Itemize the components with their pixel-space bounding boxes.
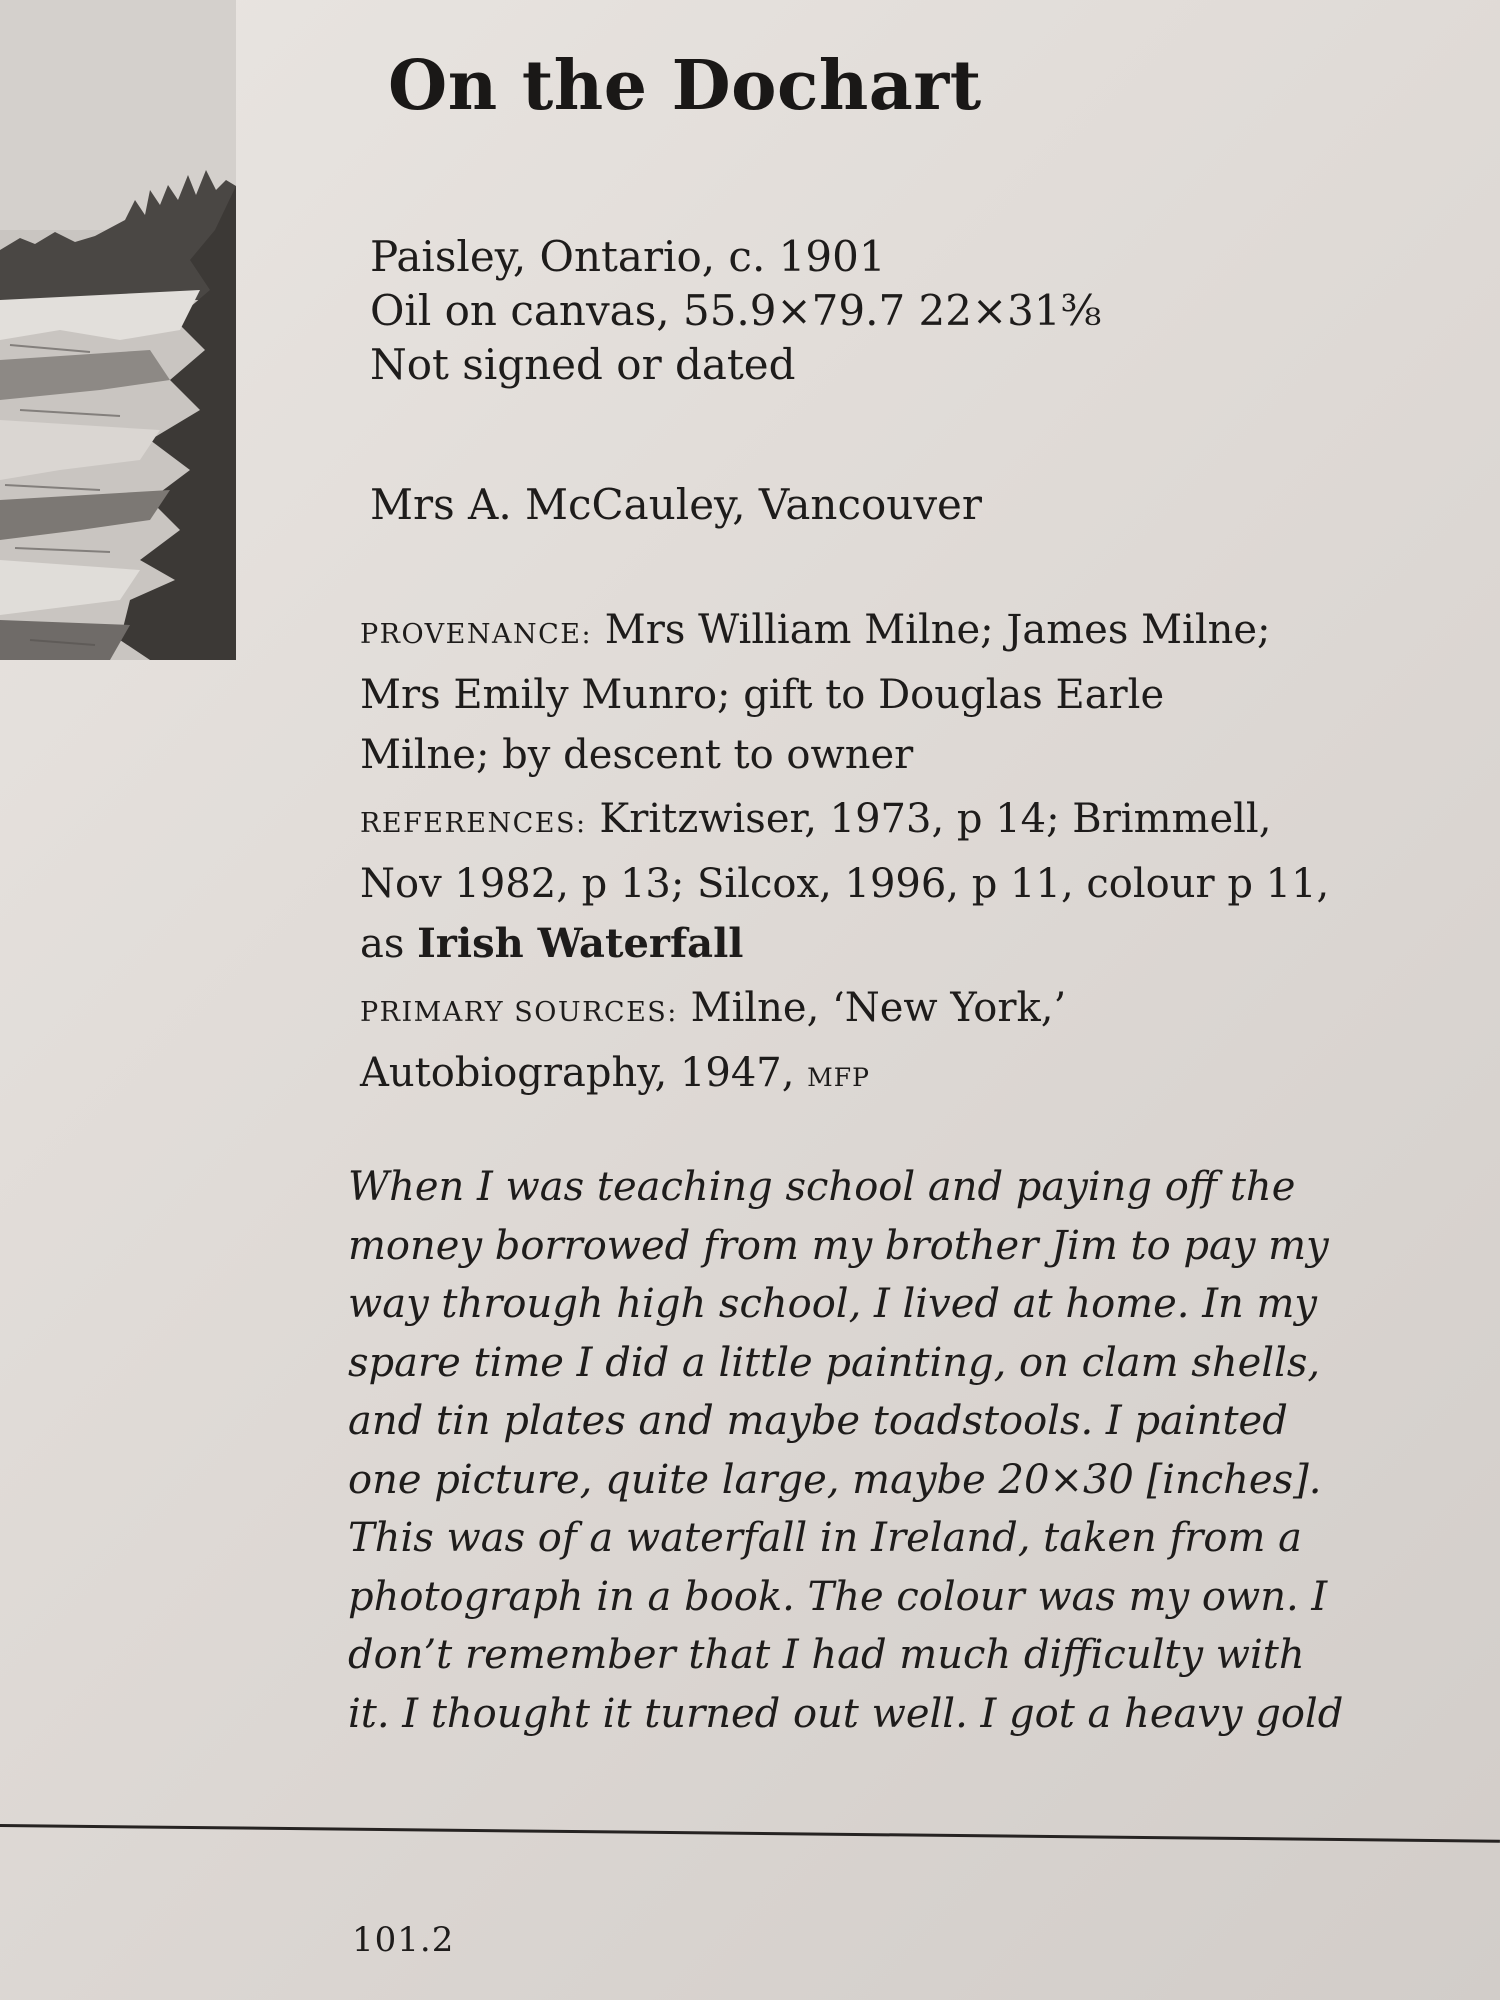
quote-line: This was of a waterfall in Ireland, taken from a	[348, 1515, 1302, 1561]
quote-line: spare time I did a little painting, on clam shells,	[348, 1339, 1321, 1386]
signature-note: Not signed or dated	[370, 340, 796, 389]
reference-notes	[360, 600, 1440, 1112]
provenance-label: PROVENANCE:	[360, 619, 593, 650]
catalogue-number: 101.2	[352, 1920, 455, 1960]
references-line: Kritzwiser, 1973, p 14; Brimmell,	[586, 796, 1272, 842]
provenance	[360, 600, 1440, 785]
primary-sources-label: PRIMARY SOURCES:	[360, 997, 678, 1028]
references-label: REFERENCES:	[360, 808, 587, 839]
artist-quote	[348, 1158, 1428, 1743]
quote-line: When I was teaching school and paying off the	[348, 1164, 1296, 1210]
divider-line	[0, 1824, 1500, 1843]
provenance-line: Mrs William Milne; James Milne;	[592, 607, 1271, 653]
provenance-line: Mrs Emily Munro; gift to Douglas Earle	[360, 672, 1165, 718]
painting-thumbnail	[0, 0, 236, 660]
primary-sources	[360, 978, 1440, 1108]
references-as-prefix: as	[360, 921, 418, 967]
quote-line: it. I thought it turned out well. I got a heavy gold	[348, 1690, 1344, 1737]
quote-line: and tin plates and maybe toadstools. I painted	[348, 1398, 1288, 1444]
owner-name: Mrs A. McCauley, Vancouver	[370, 480, 982, 529]
references	[360, 789, 1440, 974]
artwork-details	[370, 230, 1450, 392]
painting-image	[0, 0, 236, 660]
quote-line: one picture, quite large, maybe 20×30 [inches].	[348, 1456, 1322, 1503]
primary-sources-line: Milne, ‘New York,’	[677, 985, 1067, 1031]
archive-abbreviation: MFP	[807, 1063, 870, 1092]
quote-line: don’t remember that I had much difficulty with	[348, 1632, 1305, 1678]
primary-sources-line: Autobiography, 1947,	[360, 1050, 808, 1096]
owner-block	[370, 478, 1450, 532]
quote-line: photograph in a book. The colour was my own. I	[348, 1573, 1328, 1620]
medium-dimensions: Oil on canvas, 55.9×79.7 22×31⅜	[370, 286, 1102, 335]
place-date: Paisley, Ontario, c. 1901	[370, 232, 886, 281]
alternate-title: Irish Waterfall	[417, 920, 744, 967]
references-line: Nov 1982, p 13; Silcox, 1996, p 11, colour p 11,	[360, 861, 1330, 907]
quote-line: money borrowed from my brother Jim to pay my	[348, 1222, 1329, 1269]
quote-line: way through high school, I lived at home. In my	[348, 1281, 1318, 1327]
provenance-line: Milne; by descent to owner	[360, 732, 914, 778]
artwork-title: On the Dochart	[388, 46, 982, 126]
